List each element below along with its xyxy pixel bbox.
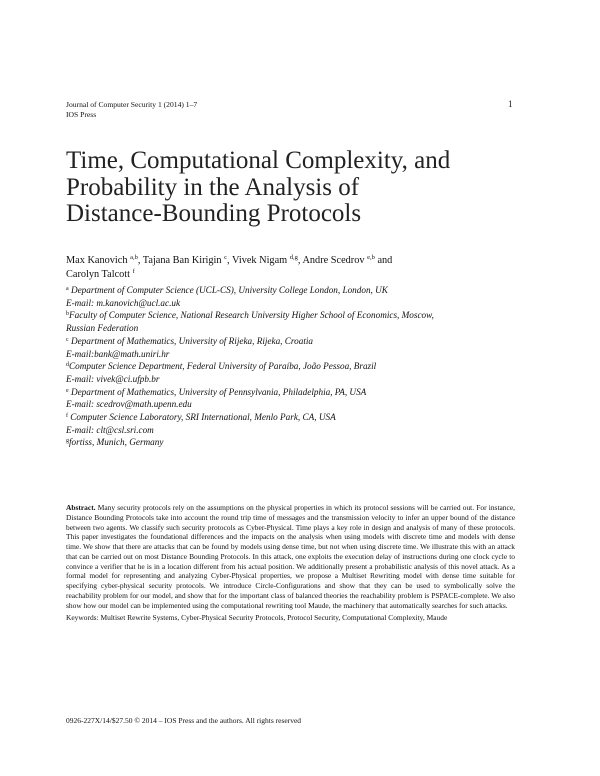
- affiliation-text: Computer Science Laboratory, SRI International, Menlo Park, CA, USA: [70, 412, 336, 423]
- abstract-section: [66, 503, 515, 610]
- title-line: Probability in the Analysis of: [66, 173, 360, 201]
- affiliation-email[interactable]: E-mail: m.kanovich@ucl.ac.uk: [66, 297, 181, 308]
- author-affiliation-mark[interactable]: d,g: [289, 254, 298, 261]
- affiliation-text: Russian Federation: [66, 323, 139, 334]
- affiliation-item: [66, 335, 536, 360]
- affiliation-item: [66, 360, 536, 385]
- affiliation-mark: b: [66, 311, 69, 318]
- author-separator: ,: [297, 255, 303, 266]
- affiliation-email[interactable]: E-mail: vivek@ci.ufpb.br: [66, 373, 160, 384]
- journal-line: Journal of Computer Security 1 (2014) 1–7: [66, 100, 198, 109]
- affiliation-text: fortiss, Munich, Germany: [69, 437, 164, 448]
- affiliation-mark: f: [66, 413, 68, 420]
- author-name: Vivek Nigam: [232, 255, 288, 266]
- affiliation-email[interactable]: E-mail: scedrov@math.upenn.edu: [66, 399, 192, 410]
- author-separator: ,: [227, 255, 233, 266]
- author-affiliation-mark[interactable]: f: [132, 268, 135, 275]
- affiliation-text: Department of Mathematics, University of Pennsylvania, Philadelphia, PA, USA: [70, 386, 367, 397]
- author-name: Tajana Ban Kirigin: [142, 255, 222, 266]
- affiliation-item: [66, 386, 536, 411]
- author-affiliation-mark[interactable]: c: [224, 254, 228, 261]
- affiliation-mark: c: [66, 336, 69, 343]
- keywords-line: Keywords: Multiset Rewrite Systems, Cyber-Physical Security Protocols, Protocol Security, Computational Complexity, Maude: [66, 613, 448, 622]
- affiliation-email[interactable]: E-mail:bank@math.uniri.hr: [66, 348, 170, 359]
- journal-header: [66, 100, 366, 120]
- affiliation-mark: a: [66, 286, 69, 292]
- copyright-footer: 0926-227X/14/$27.50 © 2014 – IOS Press and the authors. All rights reserved: [66, 716, 302, 725]
- affiliation-mark: e: [66, 387, 69, 394]
- affiliation-item: [66, 436, 536, 449]
- author-separator: and: [374, 255, 393, 266]
- affiliation-text: Faculty of Computer Science, National Research University Higher School of Economics, Moscow,: [69, 310, 434, 321]
- abstract-label: Abstract.: [66, 503, 96, 512]
- affiliation-item: [66, 284, 536, 309]
- author-affiliation-mark[interactable]: e,b: [367, 254, 375, 261]
- author-name: Max Kanovich: [66, 255, 128, 266]
- abstract-text: Many security protocols rely on the assumptions on the physical properties in which its protocol sessions will be carried out. For instance, Distance Bounding Protocols take into account the round trip time of messages and the transmission velocity to infer an upper bound of the distance between two agents. We classify such security protocols as Cyber-Physical. Time plays a key role in design and analysis of many of these protocols. This paper investigates the foundational differences and the impacts on the analysis when using models with discrete time and models with dense time. We show that there are attacks that can be found by models using dense time, but not when using discrete time. We illustrate this with an attack that can be carried out on most Distance Bounding Protocols. In this attack, one exploits the execution delay of instructions during one clock cycle to convince a verifier that he is in a location different from his actual position. We additionally present a probabilistic analysis of this novel attack. As a formal model for representing and analyzing Cyber-Physical properties, we propose a Multiset Rewriting model with dense time suitable for specifying cyber-physical security protocols. We introduce Circle-Configurations and show that they can be used to symbolically solve the reachability problem for our model, and show that for the important class of balanced theories the reachability problem is PSPACE-complete. We also show how our model can be implemented using the computational rewriting tool Maude, the machinery that automatically searches for such attacks.: [66, 503, 515, 610]
- affiliation-text: Computer Science Department, Federal University of Paraíba, João Pessoa, Brazil: [69, 361, 377, 372]
- affiliation-item: [66, 309, 536, 334]
- paper-title: [66, 148, 536, 228]
- title-line: Distance-Bounding Protocols: [66, 200, 362, 227]
- affiliation-list: [66, 284, 536, 449]
- affiliation-mark: d: [66, 362, 69, 369]
- author-separator: ,: [137, 255, 143, 266]
- affiliation-text: Department of Mathematics, University of Rijeka, Rijeka, Croatia: [70, 335, 314, 346]
- author-list: [66, 254, 536, 282]
- publisher-line: IOS Press: [66, 110, 97, 119]
- title-line: Time, Computational Complexity, and: [66, 147, 451, 174]
- affiliation-email[interactable]: E-mail: clt@csl.sri.com: [66, 424, 154, 435]
- affiliation-mark: g: [66, 438, 69, 445]
- affiliation-item: [66, 411, 536, 436]
- author-affiliation-mark[interactable]: a,b: [130, 254, 138, 261]
- author-name: Andre Scedrov: [302, 255, 365, 266]
- affiliation-text: Department of Computer Science (UCL-CS), University College London, London, UK: [70, 285, 388, 295]
- author-name: Carolyn Talcott: [66, 269, 131, 280]
- page-number: 1: [508, 99, 513, 109]
